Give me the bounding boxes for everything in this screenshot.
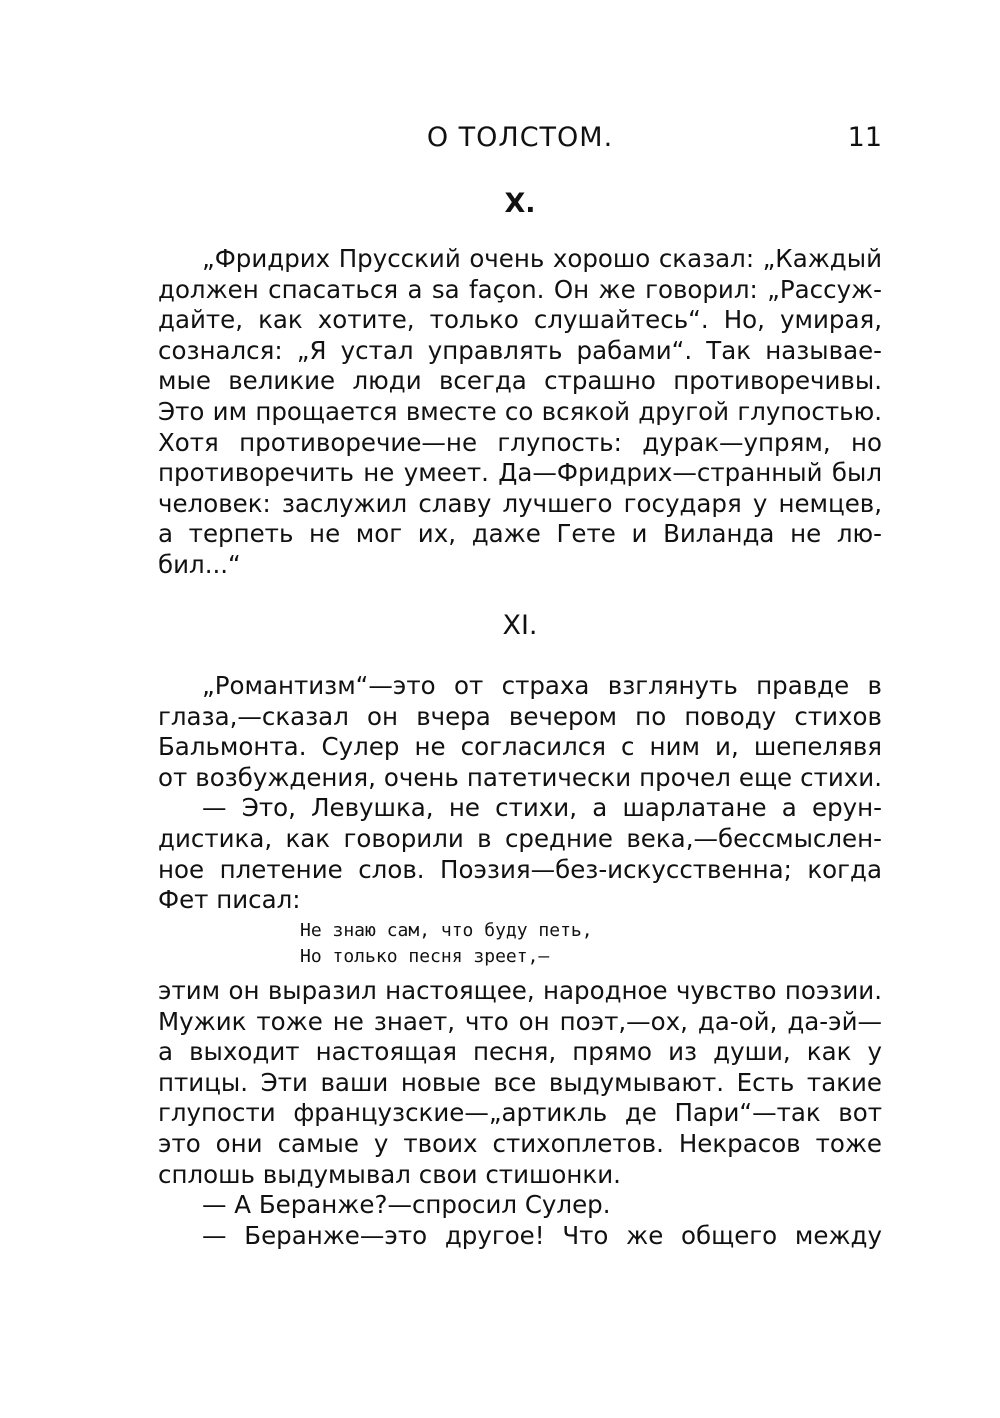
text-line: это они самые у твоих стихоплетов. Некрасов тоже [158,1128,882,1158]
text-line: должен спасаться a sa façon. Он же говорил: „Рассуж- [158,274,882,304]
text-line: мые великие люди всегда страшно противоречивы. [158,366,882,396]
text-line: человек: заслужил славу лучшего государя у немцев, [158,488,882,518]
text-line: этим он выразил настоящее, народное чувство поэзии. [158,976,882,1005]
text-line: Хотя противоречие—не глупость: дурак—упрям, но [158,427,882,457]
text-line: а терпеть не мог их, даже Гете и Виланда не лю- [158,519,882,549]
text-line: а выходит настоящая песня, прямо из души, как у [158,1037,882,1067]
text-line: глаза,—сказал он вчера вечером по поводу стихов [158,701,882,731]
text-line: ное плетение слов. Поэзия—без-искусственна; когда [158,854,882,884]
text-line: бил...“ [158,549,241,579]
section-heading-x: X. [504,188,536,219]
text-line: птицы. Эти ваши новые все выдумывают. Есть такие [158,1067,882,1097]
section-xi-text-a [158,671,882,916]
text-line: сплошь выдумывал свои стишонки. [158,1159,621,1189]
text-line: Фет писал: [158,885,301,915]
section-x-text [158,244,882,581]
poem-line: Но только песня зреет,— [300,946,550,967]
text-line: „Романтизм“—это от страха взглянуть правде в [202,671,882,700]
text-line: от возбуждения, очень патетически прочел еще стихи. [158,762,882,792]
poem-quote [300,918,800,970]
text-line: дистика, как говорили в средние века,—бессмыслен- [158,823,882,853]
text-line: сознался: „Я устал управлять рабами“. Так называе- [158,335,882,365]
running-title: О ТОЛСТОМ. [426,122,614,153]
text-line: — Беранже—это другое! Что же общего между [202,1220,882,1250]
text-line: противоречить не умеет. Да—Фридрих—странный был [158,458,882,488]
text-line: „Фридрих Прусский очень хорошо сказал: „Каждый [202,244,882,273]
text-line: — Это, Левушка, не стихи, а шарлатане а ерун- [202,793,882,823]
poem-line: Не знаю сам, что буду петь, [300,920,593,941]
section-xi-text-b [158,976,882,1251]
text-line: Мужик тоже не знает, что он поэт,—ох, да-ой, да-эй— [158,1006,882,1036]
text-line: Это им прощается вместе со всякой другой глупостью. [158,396,882,426]
section-heading-xi: XI. [502,610,538,641]
text-line: глупости французские—„артикль де Пари“—так вот [158,1098,882,1128]
text-line: Бальмонта. Сулер не согласился с ним и, шепелявя [158,732,882,762]
page-number: 11 [847,122,882,153]
text-line: — А Беранже?—спросил Сулер. [202,1190,611,1220]
text-line: дайте, как хотите, только слушайтесь“. Но, умирая, [158,305,882,335]
running-head [0,118,1000,162]
